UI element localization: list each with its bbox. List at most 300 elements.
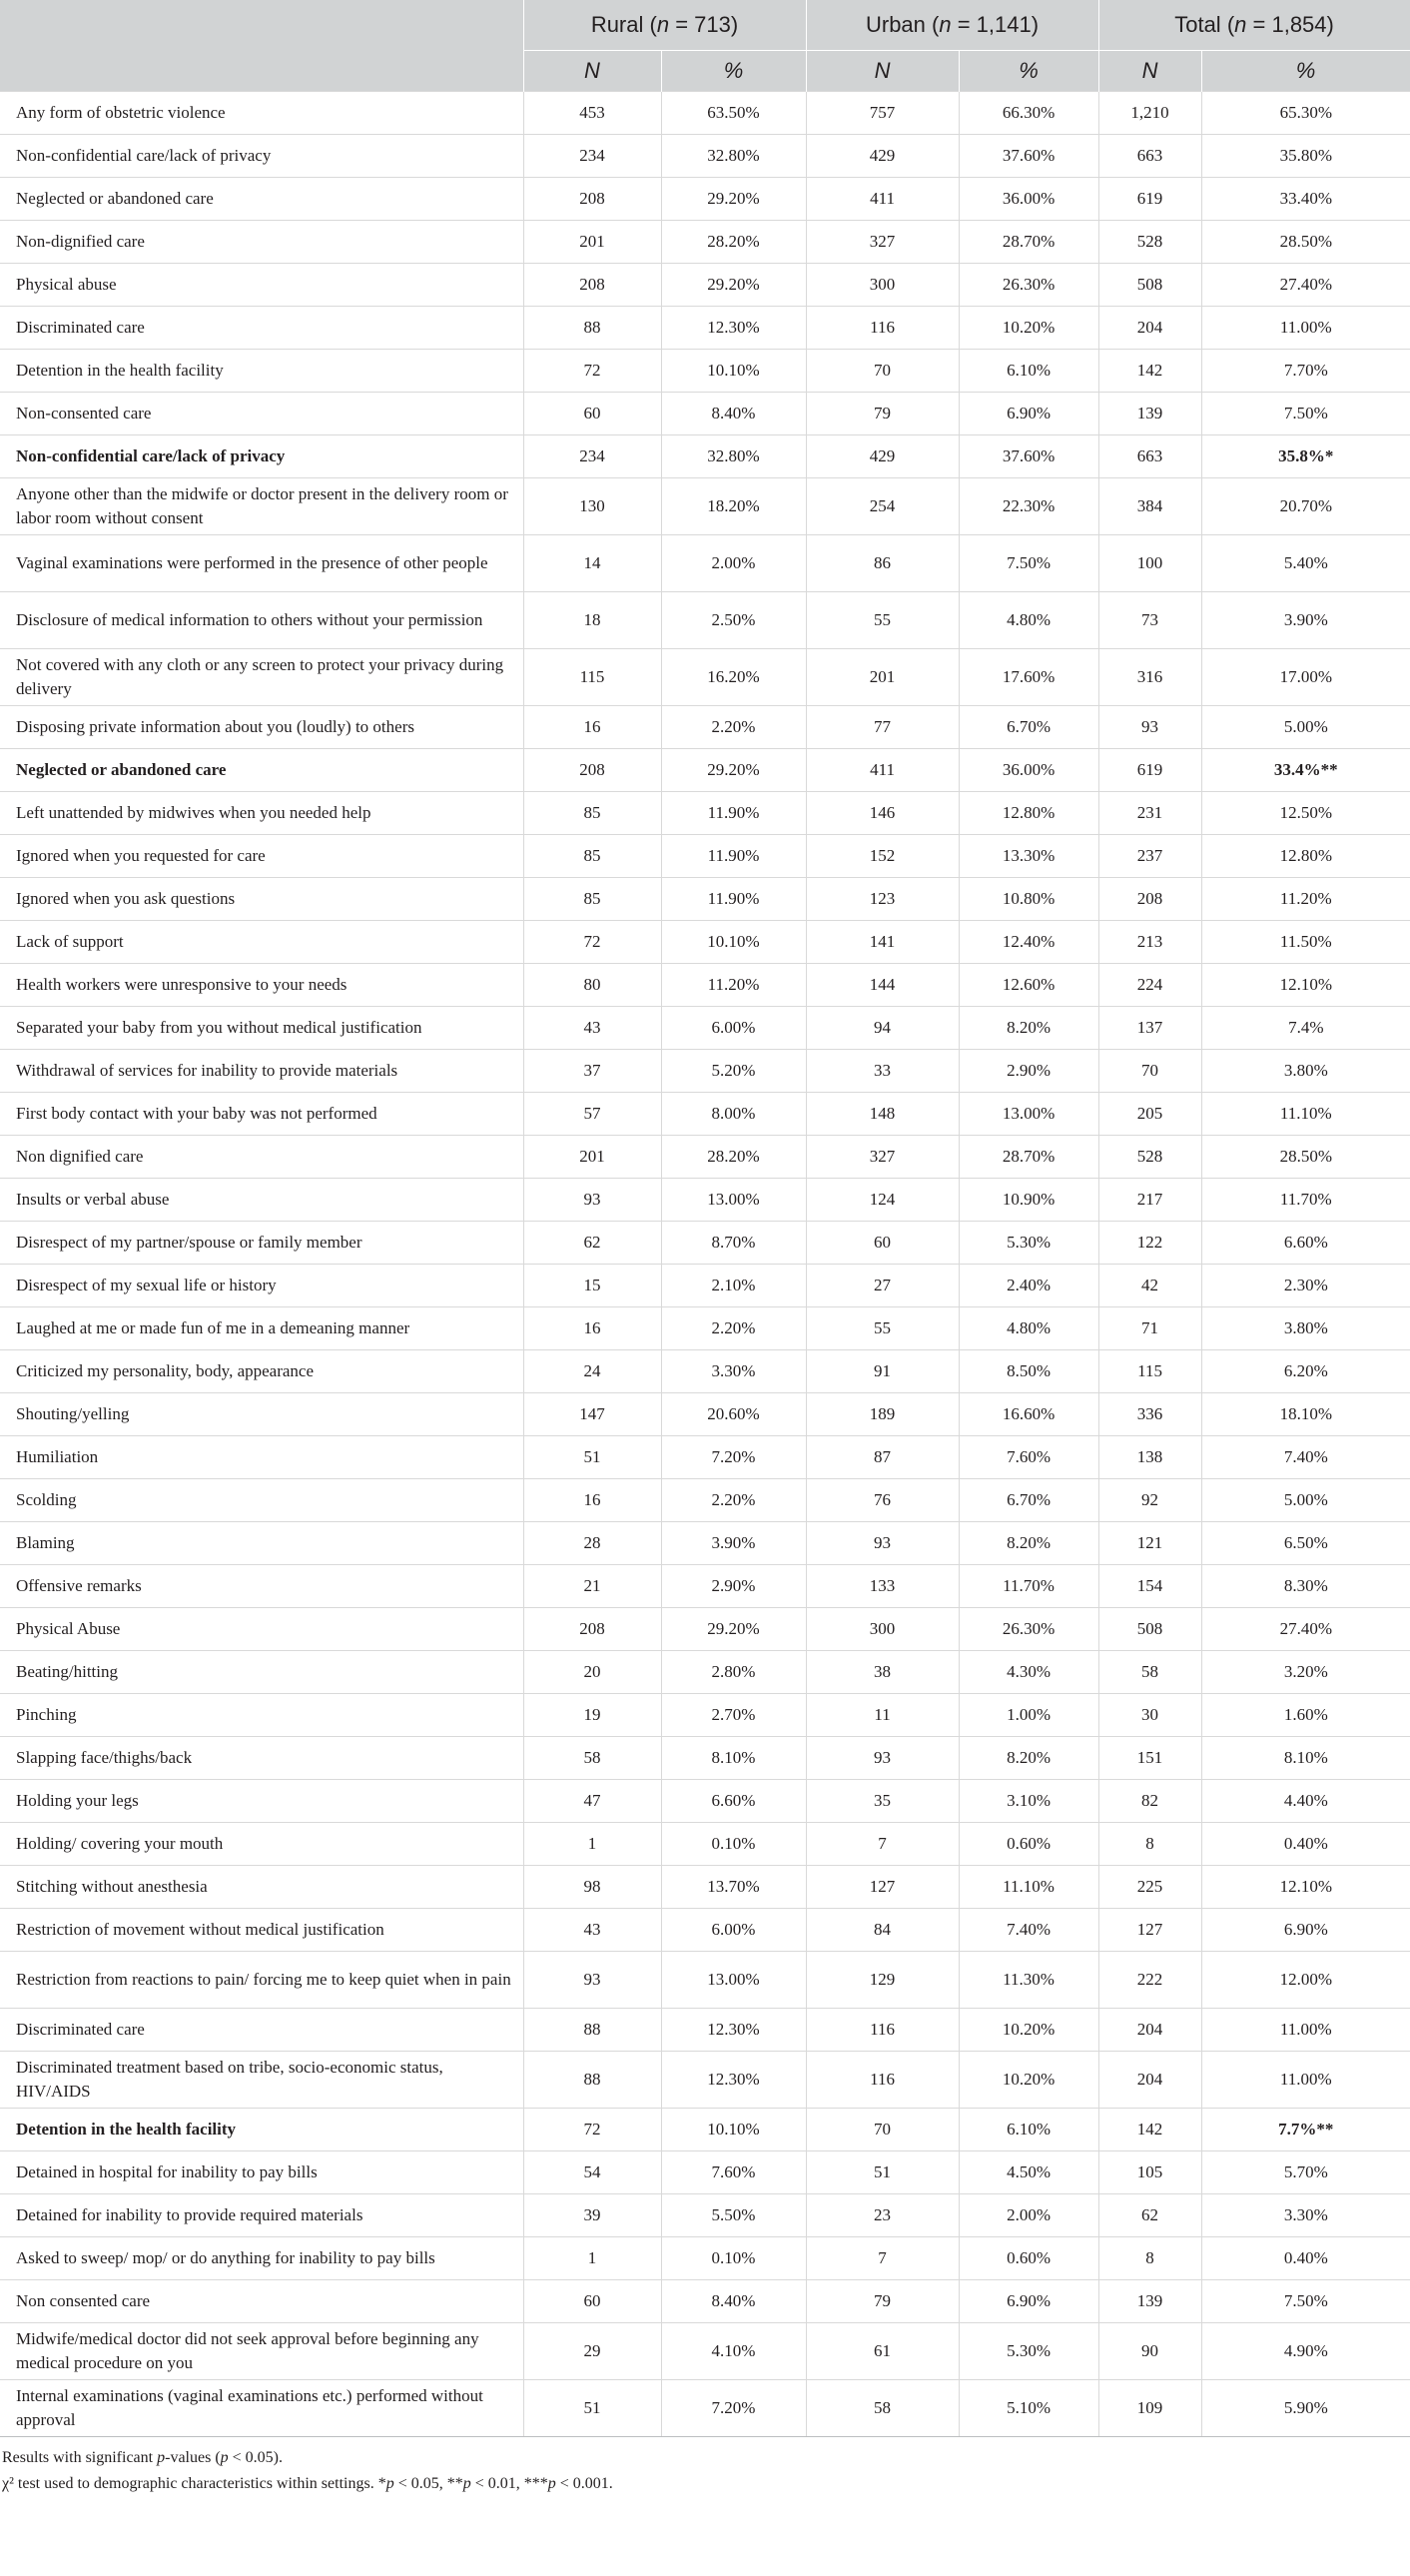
cell-urban-n: 146 [806,792,959,835]
cell-total-percent: 5.40% [1201,535,1410,592]
cell-rural-percent: 6.60% [661,1780,806,1823]
cell-total-percent: 11.20% [1201,878,1410,921]
cell-total-percent: 11.00% [1201,307,1410,350]
table-row [0,649,1410,706]
cell-rural-n: 208 [523,178,661,221]
footnote-p-symbol: p [385,2475,394,2492]
cell-total-n: 138 [1098,1436,1201,1479]
cell-rural-percent: 5.50% [661,2194,806,2237]
cell-rural-n: 72 [523,921,661,964]
table-row [0,1479,1410,1522]
cell-rural-n: 19 [523,1694,661,1737]
cell-rural-n: 98 [523,1866,661,1909]
cell-total-n: 82 [1098,1780,1201,1823]
cell-urban-n: 152 [806,835,959,878]
cell-rural-percent: 5.20% [661,1050,806,1093]
cell-total-percent: 12.50% [1201,792,1410,835]
cell-urban-n: 91 [806,1350,959,1393]
cell-total-n: 316 [1098,649,1201,706]
table-row [0,350,1410,393]
table-row [0,1350,1410,1393]
cell-rural-percent: 0.10% [661,1823,806,1866]
row-label: Neglected or abandoned care [0,178,523,221]
cell-rural-percent: 29.20% [661,178,806,221]
cell-total-percent: 12.10% [1201,1866,1410,1909]
cell-urban-percent: 6.10% [959,350,1098,393]
row-label: Non-consented care [0,393,523,435]
table-row [0,1952,1410,2009]
cell-rural-percent: 8.70% [661,1222,806,1265]
cell-rural-n: 54 [523,2151,661,2194]
cell-total-n: 127 [1098,1909,1201,1952]
cell-total-percent: 7.50% [1201,393,1410,435]
cell-urban-n: 11 [806,1694,959,1737]
cell-rural-n: 43 [523,1007,661,1050]
group-n-var: n [656,12,670,37]
cell-rural-percent: 6.00% [661,1007,806,1050]
group-name: Rural [590,12,644,37]
cell-rural-percent: 13.00% [661,1179,806,1222]
cell-rural-percent: 2.00% [661,535,806,592]
cell-total-percent: 3.90% [1201,592,1410,649]
cell-urban-percent: 1.00% [959,1694,1098,1737]
cell-total-percent: 11.00% [1201,2009,1410,2052]
cell-rural-percent: 2.10% [661,1265,806,1307]
cell-urban-percent: 3.10% [959,1780,1098,1823]
table-row [0,1694,1410,1737]
row-label: Beating/hitting [0,1651,523,1694]
cell-urban-percent: 5.30% [959,2323,1098,2380]
cell-urban-n: 55 [806,592,959,649]
cell-rural-n: 208 [523,264,661,307]
cell-rural-n: 51 [523,1436,661,1479]
table-row [0,1307,1410,1350]
table-row [0,1093,1410,1136]
table-row [0,749,1410,792]
cell-rural-n: 37 [523,1050,661,1093]
group-n-open: ( [649,12,657,37]
cell-rural-percent: 2.20% [661,1479,806,1522]
table-row [0,1436,1410,1479]
table-row [0,2052,1410,2109]
cell-total-percent: 4.40% [1201,1780,1410,1823]
table-row [0,592,1410,649]
row-label: Midwife/medical doctor did not seek approval before beginning any medical procedure on you [0,2323,523,2380]
cell-total-percent: 65.30% [1201,92,1410,135]
row-label: Insults or verbal abuse [0,1179,523,1222]
cell-urban-n: 327 [806,1136,959,1179]
cell-total-percent: 0.40% [1201,2237,1410,2280]
row-label: Scolding [0,1479,523,1522]
cell-total-n: 508 [1098,1608,1201,1651]
cell-rural-percent: 10.10% [661,350,806,393]
cell-urban-percent: 36.00% [959,749,1098,792]
cell-urban-percent: 11.30% [959,1952,1098,2009]
cell-rural-percent: 63.50% [661,92,806,135]
row-label: Non-dignified care [0,221,523,264]
cell-urban-n: 60 [806,1222,959,1265]
cell-rural-n: 60 [523,2280,661,2323]
row-label: Disrespect of my sexual life or history [0,1265,523,1307]
table-row [0,1007,1410,1050]
cell-urban-percent: 5.10% [959,2380,1098,2437]
cell-total-n: 619 [1098,749,1201,792]
cell-urban-n: 116 [806,307,959,350]
cell-total-percent: 5.90% [1201,2380,1410,2437]
cell-rural-n: 72 [523,2109,661,2151]
cell-rural-percent: 3.90% [661,1522,806,1565]
cell-urban-percent: 12.80% [959,792,1098,835]
row-label: Non-confidential care/lack of privacy [0,435,523,478]
cell-total-n: 93 [1098,706,1201,749]
cell-total-percent: 7.70% [1201,350,1410,393]
cell-total-percent: 6.60% [1201,1222,1410,1265]
cell-urban-percent: 10.20% [959,2009,1098,2052]
cell-urban-n: 58 [806,2380,959,2437]
cell-rural-n: 88 [523,2052,661,2109]
cell-rural-percent: 20.60% [661,1393,806,1436]
cell-rural-percent: 6.00% [661,1909,806,1952]
row-label: Discriminated care [0,2009,523,2052]
cell-total-percent: 8.10% [1201,1737,1410,1780]
cell-rural-n: 147 [523,1393,661,1436]
cell-rural-n: 115 [523,649,661,706]
row-label: Ignored when you requested for care [0,835,523,878]
cell-total-n: 217 [1098,1179,1201,1222]
table-row [0,1179,1410,1222]
cell-urban-percent: 28.70% [959,221,1098,264]
footnote-text: < 0.001. [555,2475,613,2492]
cell-urban-n: 35 [806,1780,959,1823]
footnote-text: Results with significant [2,2449,158,2466]
cell-rural-percent: 29.20% [661,749,806,792]
row-label: Non consented care [0,2280,523,2323]
cell-urban-n: 77 [806,706,959,749]
table-row [0,1393,1410,1436]
group-n-value: = 713) [669,12,739,37]
cell-rural-n: 1 [523,2237,661,2280]
cell-total-percent: 5.00% [1201,706,1410,749]
cell-urban-percent: 13.30% [959,835,1098,878]
cell-rural-n: 234 [523,135,661,178]
cell-total-percent: 27.40% [1201,264,1410,307]
cell-urban-percent: 4.30% [959,1651,1098,1694]
header-group-urban [806,0,1098,51]
cell-urban-percent: 7.60% [959,1436,1098,1479]
table-row [0,921,1410,964]
cell-urban-n: 86 [806,535,959,592]
cell-total-percent: 1.60% [1201,1694,1410,1737]
row-label: Disrespect of my partner/spouse or family member [0,1222,523,1265]
cell-total-percent: 28.50% [1201,1136,1410,1179]
row-label: Detained in hospital for inability to pay bills [0,2151,523,2194]
cell-urban-percent: 36.00% [959,178,1098,221]
table-row [0,1651,1410,1694]
subheader-n: N [523,51,661,92]
table-row [0,2109,1410,2151]
cell-rural-percent: 11.20% [661,964,806,1007]
row-label: Withdrawal of services for inability to provide materials [0,1050,523,1093]
cell-total-n: 92 [1098,1479,1201,1522]
cell-rural-n: 208 [523,749,661,792]
cell-rural-percent: 29.20% [661,264,806,307]
cell-urban-percent: 17.60% [959,649,1098,706]
cell-urban-n: 84 [806,1909,959,1952]
cell-urban-n: 27 [806,1265,959,1307]
cell-rural-percent: 10.10% [661,2109,806,2151]
table-row [0,307,1410,350]
cell-urban-n: 93 [806,1522,959,1565]
cell-urban-percent: 13.00% [959,1093,1098,1136]
cell-rural-n: 72 [523,350,661,393]
table-row [0,1608,1410,1651]
cell-rural-percent: 28.20% [661,221,806,264]
cell-total-n: 142 [1098,350,1201,393]
cell-total-n: 70 [1098,1050,1201,1093]
cell-urban-percent: 4.50% [959,2151,1098,2194]
group-n-open: ( [932,12,940,37]
row-label: Discriminated treatment based on tribe, socio-economic status, HIV/AIDS [0,2052,523,2109]
cell-total-n: 336 [1098,1393,1201,1436]
cell-urban-n: 201 [806,649,959,706]
cell-urban-percent: 6.70% [959,1479,1098,1522]
cell-rural-percent: 3.30% [661,1350,806,1393]
cell-rural-n: 16 [523,1479,661,1522]
group-n-var: n [939,12,952,37]
row-label: Discriminated care [0,307,523,350]
table-header [0,0,1410,92]
footnote-test [2,2471,1408,2497]
header-blank-cell [0,0,523,92]
cell-rural-n: 58 [523,1737,661,1780]
cell-rural-percent: 2.20% [661,1307,806,1350]
cell-rural-percent: 2.90% [661,1565,806,1608]
cell-urban-n: 327 [806,221,959,264]
cell-rural-percent: 2.70% [661,1694,806,1737]
cell-total-n: 208 [1098,878,1201,921]
cell-total-n: 384 [1098,478,1201,535]
cell-total-percent: 27.40% [1201,1608,1410,1651]
cell-urban-percent: 26.30% [959,264,1098,307]
table-row [0,1866,1410,1909]
row-label: Non dignified care [0,1136,523,1179]
table-body [0,92,1410,2437]
cell-total-percent: 12.10% [1201,964,1410,1007]
cell-rural-n: 14 [523,535,661,592]
row-label: Offensive remarks [0,1565,523,1608]
cell-rural-n: 88 [523,307,661,350]
footnote-p-symbol: p [462,2475,471,2492]
cell-urban-percent: 4.80% [959,592,1098,649]
row-label: Restriction of movement without medical justification [0,1909,523,1952]
cell-urban-percent: 0.60% [959,2237,1098,2280]
cell-total-n: 151 [1098,1737,1201,1780]
table-row [0,964,1410,1007]
cell-urban-percent: 6.10% [959,2109,1098,2151]
cell-total-percent: 5.70% [1201,2151,1410,2194]
cell-urban-n: 129 [806,1952,959,2009]
table-row [0,2280,1410,2323]
cell-urban-n: 87 [806,1436,959,1479]
row-label: First body contact with your baby was not performed [0,1093,523,1136]
subheader-percent: % [1201,51,1410,92]
cell-rural-percent: 4.10% [661,2323,806,2380]
cell-total-n: 73 [1098,592,1201,649]
cell-urban-n: 133 [806,1565,959,1608]
footnote-text: < 0.05, ** [393,2475,463,2492]
row-label: Not covered with any cloth or any screen to protect your privacy during delivery [0,649,523,706]
cell-urban-percent: 37.60% [959,435,1098,478]
cell-rural-percent: 8.10% [661,1737,806,1780]
table-row [0,2380,1410,2437]
cell-rural-n: 15 [523,1265,661,1307]
row-label: Shouting/yelling [0,1393,523,1436]
row-label: Detained for inability to provide required materials [0,2194,523,2237]
table-row [0,878,1410,921]
cell-rural-percent: 0.10% [661,2237,806,2280]
cell-rural-n: 21 [523,1565,661,1608]
cell-urban-n: 116 [806,2052,959,2109]
table-row [0,1265,1410,1307]
cell-rural-percent: 13.00% [661,1952,806,2009]
cell-urban-n: 300 [806,1608,959,1651]
cell-urban-n: 411 [806,749,959,792]
header-group-rural [523,0,806,51]
cell-total-percent: 3.30% [1201,2194,1410,2237]
cell-rural-percent: 12.30% [661,2009,806,2052]
cell-total-n: 109 [1098,2380,1201,2437]
cell-total-n: 139 [1098,2280,1201,2323]
cell-urban-n: 127 [806,1866,959,1909]
cell-urban-n: 123 [806,878,959,921]
cell-rural-n: 201 [523,1136,661,1179]
table-row [0,1823,1410,1866]
cell-urban-percent: 10.20% [959,307,1098,350]
cell-total-percent: 11.50% [1201,921,1410,964]
row-label: Vaginal examinations were performed in the presence of other people [0,535,523,592]
cell-urban-percent: 11.70% [959,1565,1098,1608]
cell-rural-percent: 18.20% [661,478,806,535]
group-n-value: = 1,141) [951,12,1040,37]
cell-total-percent: 3.80% [1201,1050,1410,1093]
cell-total-percent: 12.00% [1201,1952,1410,2009]
row-label: Holding your legs [0,1780,523,1823]
cell-rural-n: 80 [523,964,661,1007]
cell-urban-percent: 7.40% [959,1909,1098,1952]
cell-total-n: 142 [1098,2109,1201,2151]
cell-urban-n: 33 [806,1050,959,1093]
cell-total-percent: 11.10% [1201,1093,1410,1136]
group-n-var: n [1234,12,1247,37]
cell-total-n: 105 [1098,2151,1201,2194]
row-label: Laughed at me or made fun of me in a demeaning manner [0,1307,523,1350]
cell-rural-percent: 12.30% [661,2052,806,2109]
cell-total-n: 508 [1098,264,1201,307]
cell-urban-n: 93 [806,1737,959,1780]
cell-rural-percent: 32.80% [661,435,806,478]
row-label: Restriction from reactions to pain/ forcing me to keep quiet when in pain [0,1952,523,2009]
row-label: Physical Abuse [0,1608,523,1651]
cell-total-n: 30 [1098,1694,1201,1737]
cell-urban-percent: 22.30% [959,478,1098,535]
cell-rural-n: 16 [523,706,661,749]
cell-urban-percent: 12.40% [959,921,1098,964]
cell-total-percent: 33.40% [1201,178,1410,221]
table-row [0,1222,1410,1265]
cell-urban-percent: 5.30% [959,1222,1098,1265]
group-name: Total [1174,12,1221,37]
cell-urban-percent: 8.20% [959,1737,1098,1780]
cell-urban-percent: 6.70% [959,706,1098,749]
cell-total-n: 100 [1098,535,1201,592]
footnote-p-symbol: p [157,2449,166,2466]
cell-rural-n: 51 [523,2380,661,2437]
cell-total-n: 231 [1098,792,1201,835]
row-label: Any form of obstetric violence [0,92,523,135]
row-label: Disclosure of medical information to others without your permission [0,592,523,649]
table-row [0,478,1410,535]
cell-total-n: 122 [1098,1222,1201,1265]
cell-rural-percent: 8.00% [661,1093,806,1136]
cell-rural-n: 85 [523,792,661,835]
cell-total-n: 154 [1098,1565,1201,1608]
cell-urban-percent: 66.30% [959,92,1098,135]
row-label: Health workers were unresponsive to your needs [0,964,523,1007]
cell-total-n: 58 [1098,1651,1201,1694]
cell-urban-n: 55 [806,1307,959,1350]
row-label: Pinching [0,1694,523,1737]
cell-rural-n: 16 [523,1307,661,1350]
cell-total-n: 1,210 [1098,92,1201,135]
cell-urban-percent: 4.80% [959,1307,1098,1350]
cell-total-n: 528 [1098,1136,1201,1179]
cell-total-percent: 33.4%** [1201,749,1410,792]
cell-urban-n: 411 [806,178,959,221]
cell-total-n: 225 [1098,1866,1201,1909]
row-label: Anyone other than the midwife or doctor present in the delivery room or labor room without consent [0,478,523,535]
table-row [0,264,1410,307]
cell-urban-percent: 8.20% [959,1522,1098,1565]
cell-rural-percent: 7.20% [661,2380,806,2437]
cell-rural-n: 20 [523,1651,661,1694]
row-label: Disposing private information about you (loudly) to others [0,706,523,749]
table-footnotes [0,2437,1410,2497]
cell-total-n: 42 [1098,1265,1201,1307]
cell-rural-n: 43 [523,1909,661,1952]
cell-total-n: 71 [1098,1307,1201,1350]
cell-rural-n: 62 [523,1222,661,1265]
table-row [0,706,1410,749]
cell-urban-n: 70 [806,2109,959,2151]
cell-urban-n: 189 [806,1393,959,1436]
cell-total-percent: 7.7%** [1201,2109,1410,2151]
cell-rural-percent: 7.60% [661,2151,806,2194]
cell-total-n: 222 [1098,1952,1201,2009]
cell-total-n: 663 [1098,435,1201,478]
cell-urban-n: 79 [806,2280,959,2323]
cell-total-n: 205 [1098,1093,1201,1136]
header-group-total [1098,0,1410,51]
cell-rural-percent: 2.20% [661,706,806,749]
cell-urban-percent: 16.60% [959,1393,1098,1436]
cell-urban-percent: 12.60% [959,964,1098,1007]
row-label: Physical abuse [0,264,523,307]
cell-total-percent: 20.70% [1201,478,1410,535]
table-row [0,1136,1410,1179]
table-row [0,1737,1410,1780]
row-label: Holding/ covering your mouth [0,1823,523,1866]
cell-rural-percent: 32.80% [661,135,806,178]
